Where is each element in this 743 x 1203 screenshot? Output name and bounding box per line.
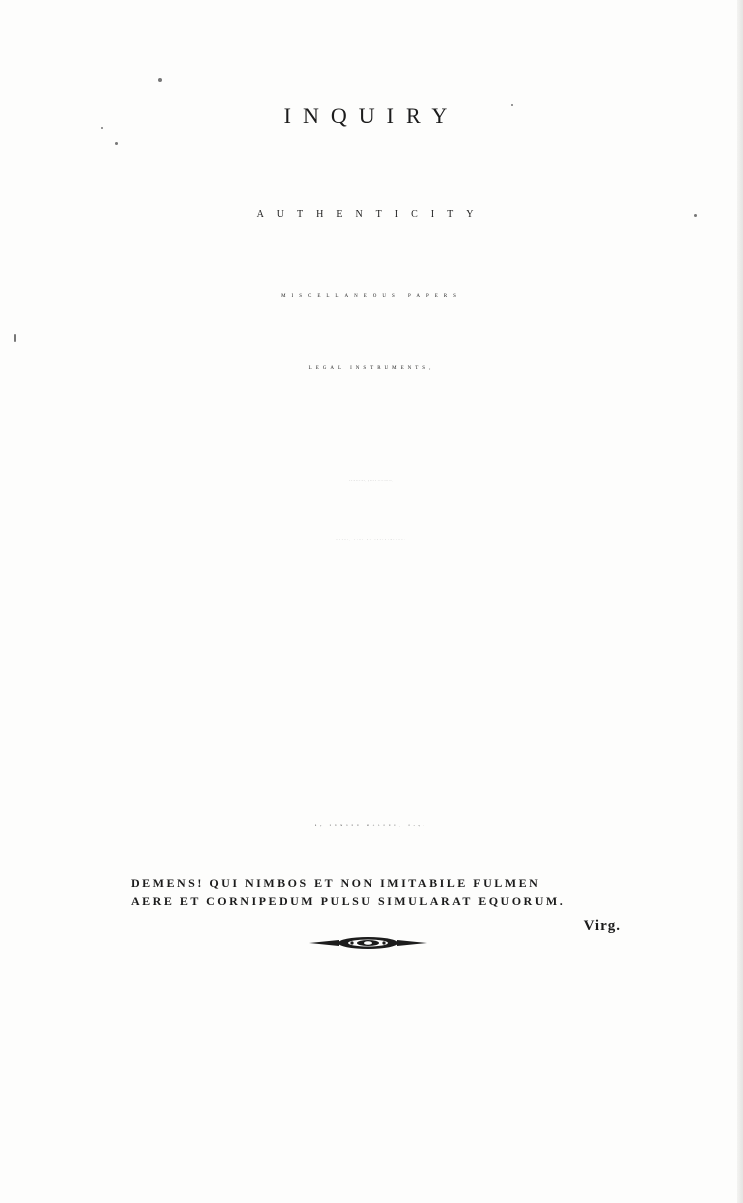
epigraph-line-2: AERE ET CORNIPEDUM PULSU SIMULARAT EQUORUM.	[131, 894, 566, 908]
henry-line: HENRY, EARL OF SOUTHAMPTON:	[336, 540, 407, 541]
paper-speck	[14, 334, 16, 342]
page-edge	[737, 0, 743, 1203]
printers-ornament-icon	[309, 934, 427, 952]
paper-speck	[694, 214, 697, 217]
main-title: INQUIRY	[283, 103, 460, 128]
authenticity-line: AUTHENTICITY	[256, 209, 487, 220]
miscellaneous-papers-line: MISCELLANEOUS PAPERS	[281, 294, 462, 299]
author-line: By EDMOND MALONE, Esq.	[314, 825, 429, 827]
paper-speck	[511, 104, 513, 106]
paper-speck	[158, 78, 162, 82]
epigraph-line-1: DEMENS! QUI NIMBOS ET NON IMITABILE FULMEN	[131, 876, 541, 890]
shakspeare-line: SHAKSPEARE, QUEEN ELIZABETH,	[349, 481, 394, 482]
epigraph-attribution: Virg.	[583, 918, 621, 934]
paper-speck	[115, 142, 118, 145]
legal-instruments-line: LEGAL INSTRUMENTS,	[308, 366, 435, 371]
paper-speck	[101, 127, 103, 129]
